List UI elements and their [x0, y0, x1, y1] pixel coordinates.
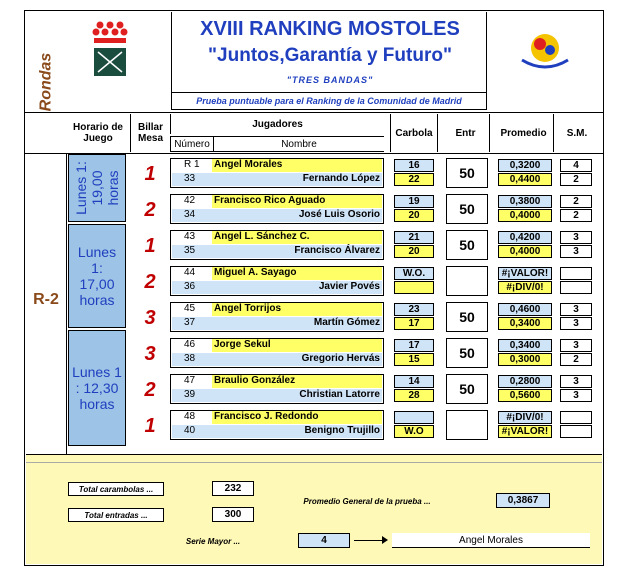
- player1-promedio: #¡DIV/0!: [498, 411, 552, 424]
- player2-sm: 2: [560, 209, 592, 222]
- federation-logo-icon: [88, 18, 132, 82]
- col-jugadores: Jugadores: [170, 114, 384, 134]
- col-promedio: Promedio: [494, 114, 554, 152]
- promedio-general-label: Promedio General de la prueba ...: [303, 496, 431, 506]
- mesa-number: 1: [144, 162, 156, 185]
- slot-2-text: Lunes 1: 17,00 horas: [77, 244, 117, 308]
- player1-number: 44: [184, 267, 196, 278]
- player2-name: Benigno Trujillo: [212, 425, 382, 438]
- subtitle: Prueba puntuable para el Ranking de la Comunidad de Madrid: [171, 92, 487, 110]
- arrow-right-icon: [382, 536, 388, 544]
- player2-sm: 3: [560, 317, 592, 330]
- player2-number: 34: [172, 209, 212, 222]
- player2-number: 37: [172, 317, 212, 330]
- player2-carbola: 20: [394, 209, 434, 222]
- player1-carbola: 23: [394, 303, 434, 316]
- player2-number: 36: [172, 281, 212, 294]
- player1-name: Ángel Torrijos: [212, 303, 382, 316]
- col-nombre: Nombre: [214, 136, 384, 152]
- col-carbola: Carbola: [390, 114, 438, 152]
- player2-number: 38: [172, 353, 212, 366]
- player1-sm: [560, 267, 592, 280]
- player2-promedio: 0,3400: [498, 317, 552, 330]
- player1-carbola: 19: [394, 195, 434, 208]
- arrow-line: [354, 540, 384, 541]
- player2-name: José Luis Osorio: [212, 209, 382, 222]
- player2-promedio: 0,4400: [498, 173, 552, 186]
- player2-sm: [560, 425, 592, 438]
- player1-name: Braulio González: [212, 375, 382, 388]
- player2-sm: 3: [560, 245, 592, 258]
- total-carambolas-label: Total carambolas ...: [68, 482, 164, 496]
- entradas-value: 50: [446, 230, 488, 260]
- player1-name: Francisco J. Redondo: [212, 411, 382, 424]
- player1-sm: [560, 411, 592, 424]
- entradas-value: 50: [446, 374, 488, 404]
- rondas-label: Rondas: [37, 52, 55, 112]
- player2-promedio: 0,4000: [498, 209, 552, 222]
- player2-name: Gregorio Hervás: [212, 353, 382, 366]
- player2-name: Francisco Álvarez: [212, 245, 382, 258]
- entradas-value: [446, 410, 488, 440]
- player2-promedio: 0,3000: [498, 353, 552, 366]
- player2-name: Martín Gómez: [212, 317, 382, 330]
- total-entradas-label: Total entradas ...: [68, 508, 164, 522]
- player1-carbola: 21: [394, 231, 434, 244]
- player1-number: 47: [184, 375, 196, 386]
- player1-promedio: 0,4200: [498, 231, 552, 244]
- player1-carbola: 16: [394, 159, 434, 172]
- entradas-value: [446, 266, 488, 296]
- player2-carbola: 22: [394, 173, 434, 186]
- player1-sm: 3: [560, 375, 592, 388]
- player2-name: Javier Povés: [212, 281, 382, 294]
- federation-logo: [88, 18, 132, 82]
- promedio-general-value: 0,3867: [496, 493, 550, 508]
- player2-number: 33: [172, 173, 212, 186]
- player1-promedio: 0,3800: [498, 195, 552, 208]
- player2-carbola: W.O: [394, 425, 434, 438]
- mesa-number: 1: [144, 234, 156, 257]
- mesa-number: 2: [144, 378, 156, 401]
- mesa-number: 3: [144, 306, 156, 329]
- player2-carbola: 28: [394, 389, 434, 402]
- entradas-value: 50: [446, 158, 488, 188]
- total-entradas-value: 300: [212, 507, 254, 522]
- title-line1: XVIII RANKING MOSTOLES: [200, 17, 460, 40]
- title-block: [171, 12, 487, 92]
- round-label: R-2: [33, 291, 59, 308]
- serie-mayor-value: 4: [298, 533, 350, 548]
- player1-number: R 1: [184, 159, 200, 170]
- player2-sm: 3: [560, 389, 592, 402]
- title-line2: "Juntos,Garantía y Futuro": [208, 45, 452, 66]
- slot-1-text: Lunes 1: 19,00 horas: [73, 161, 121, 215]
- player1-number: 46: [184, 339, 196, 350]
- player2-promedio: #¡DIV/0!: [498, 281, 552, 294]
- serie-mayor-label: Serie Mayor ...: [185, 536, 241, 546]
- player1-promedio: 0,4600: [498, 303, 552, 316]
- player1-promedio: #¡VALOR!: [498, 267, 552, 280]
- player1-carbola: W.O.: [394, 267, 434, 280]
- title-line3: "TRES BANDAS": [286, 75, 374, 85]
- col-sm: S.M.: [566, 127, 588, 139]
- player1-name: Ángel L. Sánchez C.: [212, 231, 382, 244]
- col-horario: Horario de Juego: [72, 122, 123, 144]
- player2-sm: [560, 281, 592, 294]
- player2-carbola: 17: [394, 317, 434, 330]
- serie-mayor-player: Angel Morales: [392, 533, 590, 548]
- total-carambolas-value: 232: [212, 481, 254, 496]
- player1-name: Angel Morales: [212, 159, 382, 172]
- player2-sm: 2: [560, 173, 592, 186]
- player1-carbola: 17: [394, 339, 434, 352]
- player2-promedio: #¡VALOR!: [498, 425, 552, 438]
- player1-sm: 2: [560, 195, 592, 208]
- player1-promedio: 0,3400: [498, 339, 552, 352]
- player1-sm: 3: [560, 231, 592, 244]
- slot-2: [68, 224, 126, 328]
- player1-carbola: 14: [394, 375, 434, 388]
- entradas-value: 50: [446, 302, 488, 332]
- player1-number: 48: [184, 411, 196, 422]
- player2-promedio: 0,5600: [498, 389, 552, 402]
- entradas-value: 50: [446, 338, 488, 368]
- player2-number: 35: [172, 245, 212, 258]
- col-entr: Entr: [442, 114, 490, 152]
- player2-sm: 2: [560, 353, 592, 366]
- player1-promedio: 0,3200: [498, 159, 552, 172]
- slot-1: [68, 154, 126, 222]
- col-billar-mesa: Billar Mesa: [130, 114, 170, 152]
- player1-name: Miguel A. Sayago: [212, 267, 382, 280]
- entradas-value: 50: [446, 194, 488, 224]
- player1-number: 42: [184, 195, 196, 206]
- player2-promedio: 0,4000: [498, 245, 552, 258]
- player2-carbola: 15: [394, 353, 434, 366]
- mesa-number: 1: [144, 414, 156, 437]
- footer-divider: [26, 462, 602, 463]
- player1-number: 43: [184, 231, 196, 242]
- player2-name: Fernando López: [212, 173, 382, 186]
- player1-name: Jorge Sekul: [212, 339, 382, 352]
- player2-name: Christian Latorre: [212, 389, 382, 402]
- player1-sm: 4: [560, 159, 592, 172]
- club-logo: [518, 30, 572, 74]
- mesa-number: 2: [144, 270, 156, 293]
- player1-promedio: 0,2800: [498, 375, 552, 388]
- slot-3-text: Lunes 1 : 12,30 horas: [72, 364, 122, 412]
- club-logo-icon: [518, 30, 572, 74]
- player2-number: 39: [172, 389, 212, 402]
- mesa-number: 2: [144, 198, 156, 221]
- player1-name: Francisco Rico Aguado: [212, 195, 382, 208]
- player1-carbola: [394, 411, 434, 424]
- player1-sm: 3: [560, 303, 592, 316]
- slot-3: [68, 330, 126, 446]
- player2-carbola: [394, 281, 434, 294]
- mesa-number: 3: [144, 342, 156, 365]
- player2-carbola: 20: [394, 245, 434, 258]
- player1-number: 45: [184, 303, 196, 314]
- body-divider: [66, 154, 67, 454]
- player1-sm: 3: [560, 339, 592, 352]
- col-numero: Número: [170, 136, 214, 152]
- player2-number: 40: [172, 425, 212, 438]
